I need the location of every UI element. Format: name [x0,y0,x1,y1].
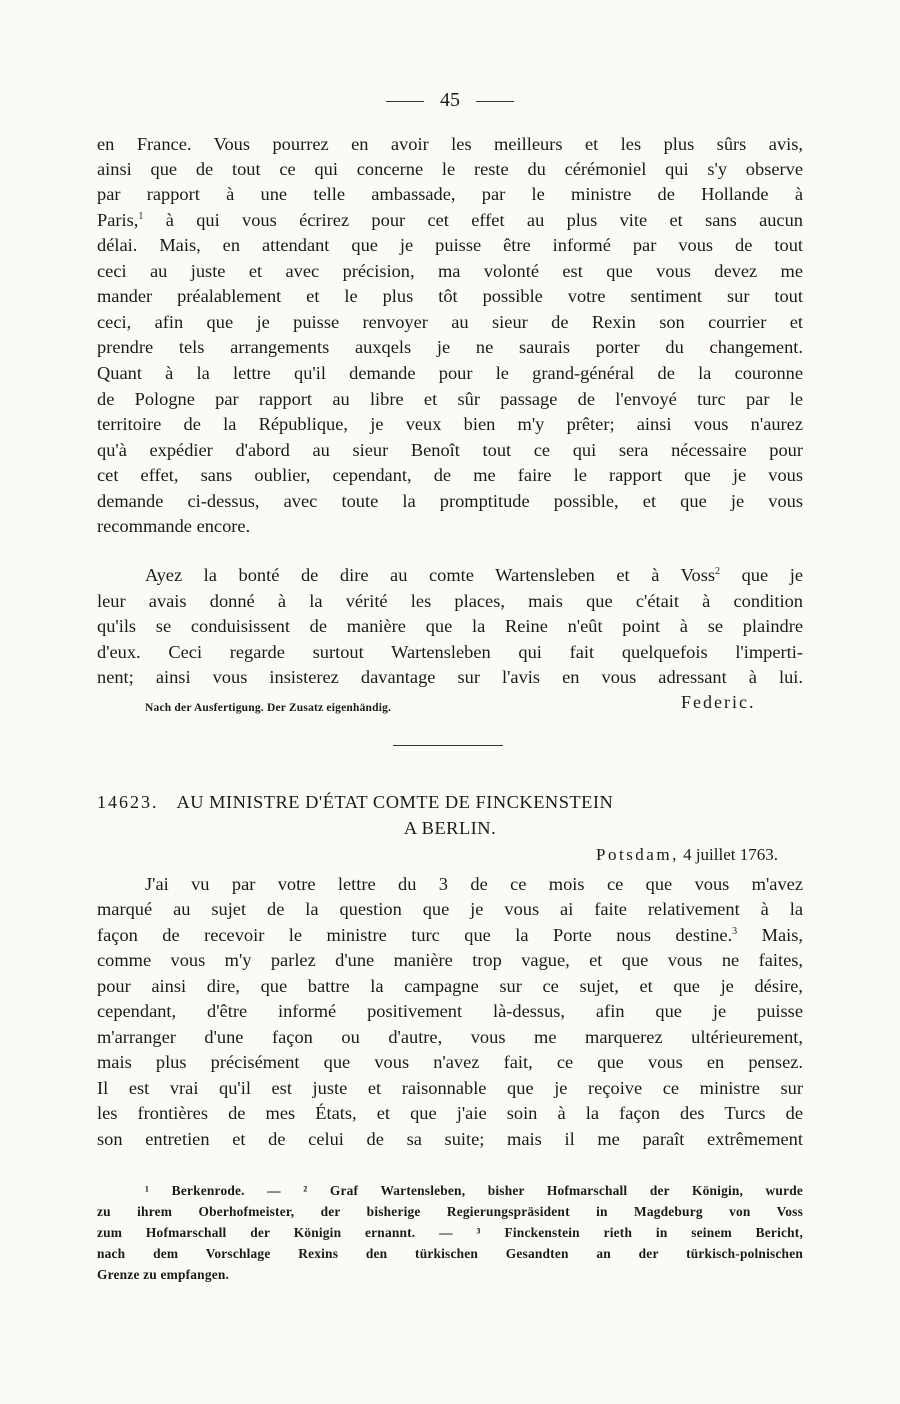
document-number: 14623. [97,792,159,812]
text-line: cet effet, sans oublier, cependant, de me faire le rapport que je vous [97,465,803,485]
text-line: Paris,$^1$ à qui vous écrirez pour cet effet au plus vite et sans aucun [97,210,803,230]
signature: Federic. [681,692,756,712]
footnote-line: nach dem Vorschlage Rexins den türkischen Gesandten an der türkisch-polnischen [97,1246,803,1261]
text-line: son entretien et de celui de sa suite; mais il me paraît extrêmement [97,1129,803,1149]
text-line: prendre tels arrangements auxqels je ne saurais porter du changement. [97,337,803,357]
text-line: m'arranger d'une façon ou d'autre, vous me marquerez ultérieurement, [97,1027,803,1047]
header-dash-right [476,101,514,102]
page-number: 45 [440,89,460,111]
title-line-2: A BERLIN. [403,818,497,838]
text-line: pour ainsi dire, que battre la campagne sur ce sujet, et que je désire, [97,976,803,996]
text-line: J'ai vu par votre lettre du 3 de ce mois ce que vous m'avez [145,874,803,894]
text-line: Ayez la bonté de dire au comte Wartensleben et à Voss$^2$ que je [145,565,803,585]
text-line: qu'ils se conduisissent de manière que la Reine n'eût point à se plaindre [97,616,803,636]
document-title [97,792,803,813]
text-line: d'eux. Ceci regarde surtout Wartensleben qui fait quelquefois l'imperti- [97,642,803,662]
text-line: recommande encore. [97,516,251,536]
text-line: de Pologne par rapport au libre et sûr passage de l'envoyé turc par le [97,389,803,409]
dateline-date: 4 juillet 1763. [683,845,778,864]
text-line: territoire de la République, je veux bien m'y prêter; ainsi vous n'aurez [97,414,803,434]
text-line: marqué au sujet de la question que je vous ai faite relativement à la [97,899,803,919]
text-line: façon de recevoir le ministre turc que la Porte nous destine.$^3$ Mais, [97,925,804,945]
text-line: mais plus précisément que vous n'avez fait, ce que vous en pensez. [97,1052,803,1072]
text-line: nent; ainsi vous insisterez davantage sur l'avis en vous adressant à lui. [97,667,803,687]
text-line: leur avais donné à la vérité les places, mais que c'était à condition [97,591,803,611]
footnote-line: zum Hofmarschall der Königin ernannt. — ³ Finckenstein rieth in seinem Bericht, [97,1225,803,1240]
page-header [97,89,803,112]
text-line: les frontières de mes États, et que j'aie soin à la façon des Turcs de [97,1103,803,1123]
text-line: mander préalablement et le plus tôt possible votre sentiment sur tout [97,286,803,306]
text-line: ceci, afin que je puisse renvoyer au sieur de Rexin son courrier et [97,312,803,332]
text-line: ainsi que de tout ce qui concerne le reste du cérémoniel qui s'y observe [97,159,803,179]
footnote-line: zu ihrem Oberhofmeister, der bisherige Regierungspräsident in Magdeburg von Voss [97,1204,803,1219]
dateline-place: Potsdam, [596,845,679,864]
text-line: cependant, d'être informé positivement là-dessus, afin que je puisse [97,1001,803,1021]
text-line: comme vous m'y parlez d'une manière trop vague, et que vous ne faites, [97,950,803,970]
footnote-line: ¹ Berkenrode. — ² Graf Wartensleben, bisher Hofmarschall der Königin, wurde [145,1183,803,1198]
text-line: qu'à expédier d'abord au sieur Benoît tout ce qui sera nécessaire pour [97,440,803,460]
header-dash-left [386,101,424,102]
section-divider [393,745,503,746]
source-note: Nach der Ausfertigung. Der Zusatz eigenhändig. [145,702,392,714]
footnote-line: Grenze zu empfangen. [97,1267,230,1282]
text-line: Quant à la lettre qu'il demande pour le grand-général de la couronne [97,363,803,383]
text-line: délai. Mais, en attendant que je puisse être informé par vous de tout [97,235,803,255]
title-line-1: AU MINISTRE D'ÉTAT COMTE DE FINCKENSTEIN [176,792,614,812]
text-line: ceci au juste et avec précision, ma volonté est que vous devez me [97,261,803,281]
dateline [596,845,778,865]
text-line: en France. Vous pourrez en avoir les meilleurs et les plus sûrs avis, [97,134,803,154]
text-line: Il est vrai qu'il est juste et raisonnable que je reçoive ce ministre sur [97,1078,803,1098]
text-line: par rapport à une telle ambassade, par le ministre de Hollande à [97,184,803,204]
text-line: demande ci-dessus, avec toute la promptitude possible, et que je vous [97,491,803,511]
